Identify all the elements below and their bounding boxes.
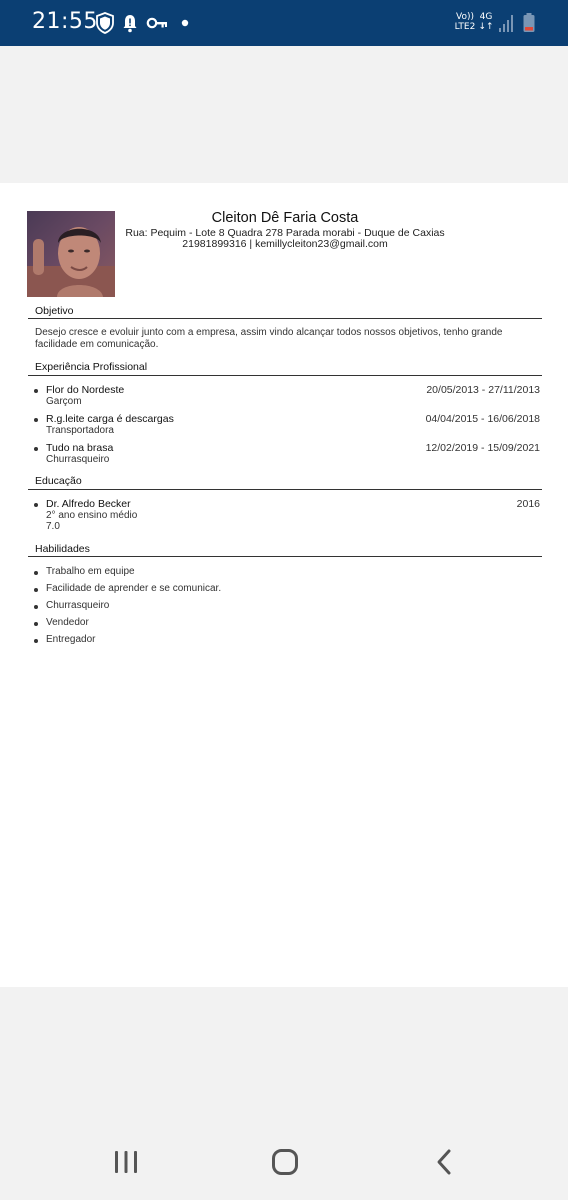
section-title-skills: Habilidades [35, 543, 90, 555]
signal-icon [498, 12, 514, 34]
experience-company: R.g.leite carga é descargas [46, 413, 174, 425]
bullet [34, 588, 38, 592]
skill-label: Facilidade de aprender e se comunicar. [46, 583, 222, 594]
experience-company: Tudo na brasa [46, 442, 114, 454]
bullet [34, 447, 38, 451]
education-school: Dr. Alfredo Becker [46, 498, 131, 510]
skill-label: Trabalho em equipe [46, 566, 135, 577]
section-title-experience: Experiência Profissional [35, 361, 148, 373]
resume-contact: 21981899316 | kemillycleiton23@gmail.com [182, 238, 388, 250]
recent-apps-icon[interactable] [112, 1147, 140, 1177]
experience-period: 12/02/2019 - 15/09/2021 [425, 442, 540, 454]
bullet [34, 605, 38, 609]
status-bar [0, 0, 568, 46]
experience-role: Garçom [46, 396, 82, 407]
education-year: 2016 [516, 498, 540, 510]
battery-icon [522, 12, 536, 34]
skill-label: Churrasqueiro [46, 600, 110, 611]
resume-address: Rua: Pequim - Lote 8 Quadra 278 Parada morabi - Duque de Caxias [125, 227, 445, 239]
bullet [34, 418, 38, 422]
section-divider [28, 375, 542, 376]
bullet [34, 622, 38, 626]
skill-label: Vendedor [46, 617, 89, 628]
bullet [34, 389, 38, 393]
section-divider [28, 318, 542, 319]
bullet [34, 639, 38, 643]
data-indicator: 4G ↓↑ [478, 12, 494, 32]
key-icon [146, 12, 168, 34]
status-time: 21:55 [32, 9, 98, 34]
home-icon[interactable] [270, 1147, 300, 1177]
experience-period: 04/04/2015 - 16/06/2018 [425, 413, 540, 425]
resume-name: Cleiton Dê Faria Costa [211, 210, 359, 226]
back-icon[interactable] [432, 1147, 456, 1177]
network-indicator: Vo)) LTE2 [454, 12, 476, 32]
education-grade: 7.0 [46, 521, 60, 532]
bullet [34, 571, 38, 575]
section-divider [28, 556, 542, 557]
navigation-bar [0, 1125, 568, 1200]
profile-photo [27, 211, 115, 297]
education-course: 2° ano ensino médio [46, 510, 138, 521]
section-title-objective: Objetivo [35, 305, 74, 317]
objective-text: Desejo cresce e evoluir junto com a empresa, assim vindo alcançar todos nossos objetivos, tenho grande facilidade em comunicação. [35, 327, 503, 350]
skill-label: Entregador [46, 634, 96, 645]
section-divider [28, 489, 542, 490]
experience-role: Transportadora [46, 425, 114, 436]
bell-icon [122, 12, 138, 34]
dot-icon [180, 12, 190, 34]
shield-icon [95, 12, 115, 34]
resume-page [0, 183, 568, 987]
experience-period: 20/05/2013 - 27/11/2013 [426, 384, 540, 396]
experience-role: Churrasqueiro [46, 454, 110, 465]
experience-company: Flor do Nordeste [46, 384, 125, 396]
bullet [34, 503, 38, 507]
section-title-education: Educação [35, 475, 82, 487]
